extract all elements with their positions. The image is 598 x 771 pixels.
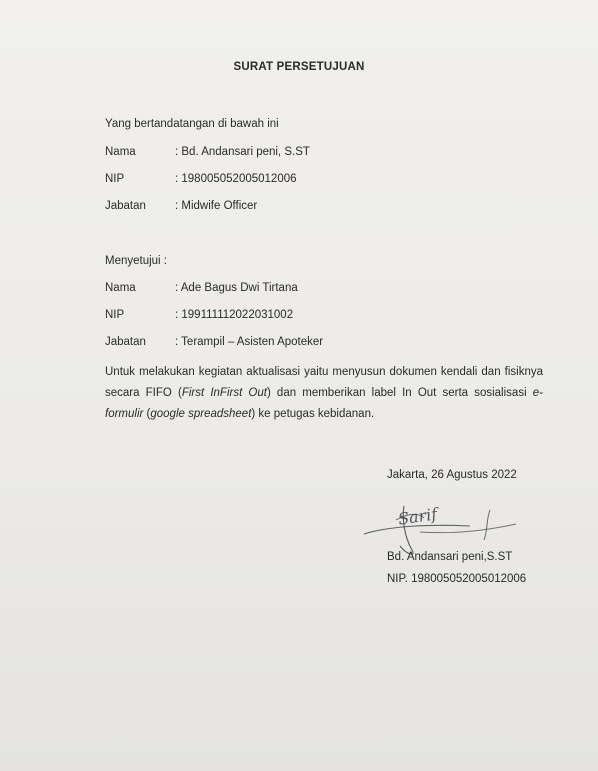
signer-nip-value: : 198005052005012006 — [175, 173, 297, 185]
signer-jabatan-value: : Midwife Officer — [175, 200, 258, 212]
para-text-2: ) dan memberikan label In Out serta sosialisasi — [266, 387, 533, 399]
approved-jabatan-label: Jabatan — [105, 336, 146, 348]
para-italic-eformulir: e-formulir — [105, 387, 543, 420]
body-paragraph — [105, 362, 543, 425]
signer-nip-label: NIP — [105, 173, 125, 185]
approved-nama-value: : Ade Bagus Dwi Tirtana — [175, 282, 298, 294]
para-text-1: Untuk melakukan kegiatan aktualisasi yaitu menyusun dokumen kendali dan fisiknya secara FIFO ( — [105, 366, 543, 399]
approved-jabatan-value: : Terampil – Asisten Apoteker — [175, 336, 324, 348]
para-italic-fifo: First InFirst Out — [181, 387, 267, 399]
signer-nip-closing: NIP. 198005052005012006 — [387, 573, 527, 585]
signer-name-closing: Bd. Andansari peni,S.ST — [387, 551, 513, 563]
intro-text: Yang bertandatangan di bawah ini — [105, 118, 279, 130]
signer-nama-label: Nama — [105, 146, 136, 158]
letter-title: SURAT PERSETUJUAN — [233, 61, 365, 73]
para-text-3: ( — [143, 408, 151, 420]
signature-scribble: Sarif — [396, 504, 439, 529]
signer-jabatan-label: Jabatan — [105, 200, 146, 212]
approve-heading: Menyetujui : — [105, 255, 168, 267]
para-italic-spreadsheet: google spreadsheet — [150, 408, 252, 420]
signer-nama-value: : Bd. Andansari peni, S.ST — [175, 146, 310, 158]
para-text-4: ) ke petugas kebidanan. — [251, 408, 375, 420]
approved-nip-value: : 199111112022031002 — [175, 309, 294, 321]
place-date: Jakarta, 26 Agustus 2022 — [387, 469, 517, 481]
approved-nama-label: Nama — [105, 282, 136, 294]
approved-nip-label: NIP — [105, 309, 125, 321]
